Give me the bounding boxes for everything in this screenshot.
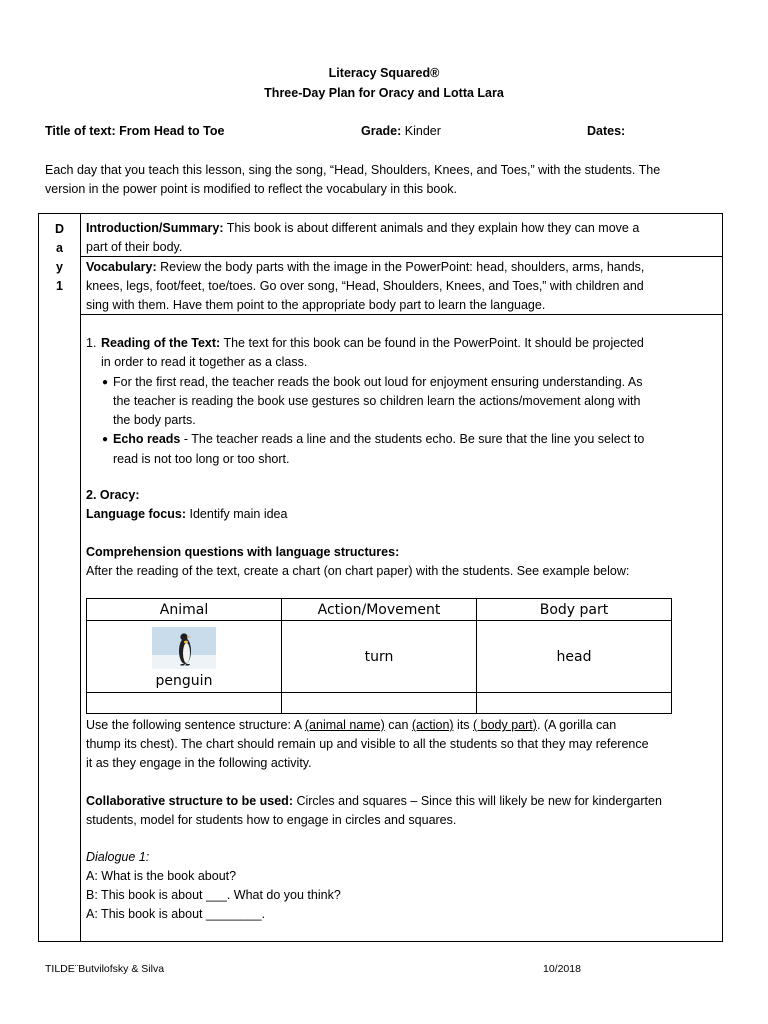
day-letter: D bbox=[54, 222, 65, 236]
bullet-text: ● For the first read, the teacher reads the book out loud for enjoyment ensuring understanding. As bbox=[113, 374, 643, 389]
sentence-structure bbox=[86, 716, 716, 773]
intro-line-2: version in the power point is modified to reflect the vocabulary in this book. bbox=[45, 182, 458, 196]
oracy-section bbox=[86, 486, 287, 524]
footer-right: 10/2018 bbox=[543, 963, 581, 975]
vocabulary-text: Review the body parts with the image in the PowerPoint: head, shoulders, arms, hands, bbox=[156, 260, 645, 274]
sentence-text: . (A gorilla can bbox=[536, 718, 617, 732]
intro-summary-text: This book is about different animals and they explain how they can move a bbox=[223, 221, 640, 235]
collab-label: Collaborative structure to be used: bbox=[86, 794, 293, 808]
day-column bbox=[39, 214, 81, 941]
action-cell: turn bbox=[282, 621, 477, 693]
dialogue-title: Dialogue 1: bbox=[86, 850, 150, 864]
bullet-text: the teacher is reading the book use gestures so children learn the actions/movement along with bbox=[113, 393, 641, 408]
empty-cell bbox=[282, 693, 477, 714]
example-chart-table bbox=[86, 598, 672, 714]
text-title-value: From Head to Toe bbox=[119, 124, 225, 138]
action-slot: (action) bbox=[411, 718, 454, 732]
empty-cell bbox=[87, 693, 282, 714]
intro-summary bbox=[86, 219, 716, 257]
bullet-first-read bbox=[86, 373, 716, 431]
intro-line-1: Each day that you teach this lesson, sing the song, “Head, Shoulders, Knees, and Toes,” with the students. The bbox=[45, 163, 661, 177]
collab-text: Circles and squares – Since this will likely be new for kindergarten bbox=[292, 794, 662, 808]
reading-label: Reading of the Text: bbox=[101, 336, 221, 350]
sentence-text: Use the following sentence structure: A bbox=[86, 718, 305, 732]
bullet-echo-reads bbox=[86, 430, 716, 469]
reading-number: 1. bbox=[86, 336, 97, 350]
grade-label: Grade: bbox=[361, 124, 402, 138]
language-focus-label: Language focus: bbox=[86, 507, 187, 521]
vocabulary-label: Vocabulary: bbox=[86, 260, 157, 274]
sentence-text: its bbox=[453, 718, 474, 732]
dialogue-line: A: This book is about ________. bbox=[86, 907, 266, 921]
footer-left: TILDE¨Butvilofsky & Silva bbox=[45, 963, 165, 975]
sentence-text: can bbox=[384, 718, 412, 732]
table-header-row bbox=[87, 599, 672, 621]
reading-text: The text for this book can be found in the PowerPoint. It should be projected bbox=[220, 336, 644, 350]
collaborative-structure bbox=[86, 792, 716, 830]
bullet-text: read is not too long or too short. bbox=[113, 451, 290, 466]
sentence-text-2: thump its chest). The chart should remain up and visible to all the students so that they may reference bbox=[86, 737, 649, 751]
day-letter: y bbox=[56, 260, 63, 274]
vocabulary-text-2: knees, legs, foot/feet, toe/toes. Go over song, “Head, Shoulders, Knees, and Toes,” with children and bbox=[86, 279, 644, 293]
oracy-label: 2. Oracy: bbox=[86, 488, 140, 502]
bullet-text: the body parts. bbox=[113, 413, 196, 428]
animal-name: penguin bbox=[155, 672, 213, 689]
dialogue bbox=[86, 848, 341, 924]
dates-label: Dates: bbox=[587, 124, 626, 138]
dialogue-line: A: What is the book about? bbox=[86, 869, 237, 883]
dialogue-line: B: This book is about ___. What do you think? bbox=[86, 888, 341, 902]
table-row bbox=[87, 621, 672, 693]
collab-text-2: students, model for students how to engage in circles and squares. bbox=[86, 813, 457, 827]
empty-cell bbox=[477, 693, 672, 714]
animal-name-slot: (animal name) bbox=[304, 718, 385, 732]
vocabulary-text-3: sing with them. Have them point to the appropriate body part to learn the language. bbox=[86, 298, 546, 312]
day-letter: a bbox=[56, 241, 63, 255]
reading-text-2: in order to read it together as a class. bbox=[101, 355, 308, 370]
day-label bbox=[39, 220, 80, 296]
column-header: Action/Movement bbox=[282, 599, 477, 621]
grade bbox=[361, 124, 441, 138]
doc-title: Literacy Squared® bbox=[328, 66, 440, 80]
body-part-cell: head bbox=[477, 621, 672, 693]
day-letter: 1 bbox=[56, 279, 63, 293]
grade-value: Kinder bbox=[404, 124, 441, 138]
intro-paragraph bbox=[45, 161, 660, 199]
vocabulary bbox=[86, 258, 716, 315]
intro-summary-label: Introduction/Summary: bbox=[86, 221, 224, 235]
text-title-label: Title of text: bbox=[45, 124, 116, 138]
intro-summary-text-2: part of their body. bbox=[86, 240, 183, 254]
table-row-empty bbox=[87, 693, 672, 714]
comprehension-label: Comprehension questions with language structures: bbox=[86, 545, 400, 559]
echo-reads-label: Echo reads bbox=[113, 432, 181, 447]
text-title bbox=[45, 124, 224, 138]
penguin-image bbox=[152, 627, 216, 669]
language-focus-value: Identify main idea bbox=[186, 507, 288, 521]
column-header: Animal bbox=[87, 599, 282, 621]
bullet-text: - The teacher reads a line and the students echo. Be sure that the line you select to bbox=[180, 432, 645, 447]
comprehension-section bbox=[86, 543, 629, 581]
doc-subtitle: Three-Day Plan for Oracy and Lotta Lara bbox=[264, 86, 504, 100]
body-part-slot: ( body part) bbox=[473, 718, 537, 732]
animal-cell bbox=[87, 621, 282, 693]
column-header: Body part bbox=[477, 599, 672, 621]
reading-section bbox=[86, 334, 716, 469]
sentence-text-3: it as they engage in the following activity. bbox=[86, 756, 312, 770]
comprehension-text: After the reading of the text, create a chart (on chart paper) with the students. See example below: bbox=[86, 564, 630, 578]
